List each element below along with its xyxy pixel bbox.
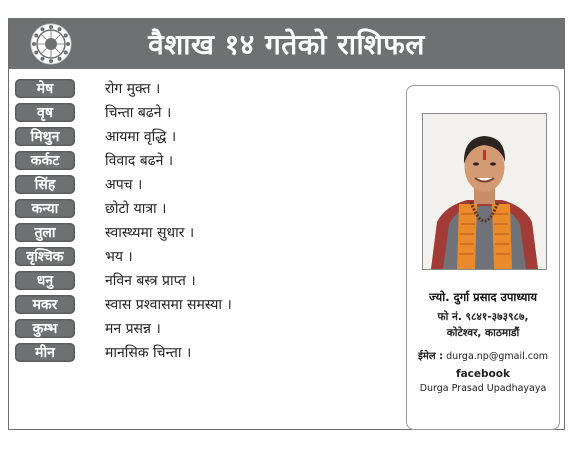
rashi-row-kumbha	[15, 317, 161, 340]
rashi-row-mithun	[15, 125, 177, 148]
astrologer-email-line	[407, 348, 559, 362]
sign-badge: कर्कट	[15, 151, 75, 170]
prediction-text: नविन बस्त्र प्राप्त ।	[105, 273, 196, 290]
prediction-text: विवाद बढने ।	[105, 153, 174, 170]
sign-badge: धनु	[15, 271, 75, 290]
prediction-text: अपच ।	[105, 177, 143, 194]
rashi-row-vrish	[15, 101, 172, 124]
sign-badge: मकर	[15, 295, 75, 314]
rashi-row-meen	[15, 341, 192, 364]
astrologer-photo	[422, 113, 547, 270]
rashi-row-karkat	[15, 149, 174, 172]
prediction-text: छोटो यात्रा ।	[105, 201, 167, 218]
email-label: ईमेल :	[417, 351, 444, 362]
prediction-text: मन प्रसन्न ।	[105, 320, 161, 337]
prediction-text: मानसिक चिन्ता ।	[105, 344, 192, 361]
zodiac-wheel-icon	[29, 22, 73, 66]
sign-badge: सिंह	[15, 175, 75, 194]
email-address[interactable]: durga.np@gmail.com	[446, 351, 549, 362]
portrait-image	[423, 114, 546, 269]
rashi-row-kanya	[15, 197, 167, 220]
astrologer-address: कोटेश्वर, काठमाडौं	[446, 327, 520, 339]
rashifal-list	[15, 77, 232, 365]
facebook-name[interactable]: Durga Prasad Upadhayaya	[419, 383, 547, 394]
sign-badge: वृश्चिक	[15, 247, 75, 266]
sign-badge: मीन	[15, 343, 75, 362]
astrologer-phone: फो नं. ९८४१-३७३९८७,	[437, 311, 529, 323]
prediction-text: स्वास्थ्यमा सुधार ।	[105, 225, 195, 242]
rashi-row-vrishchik	[15, 245, 133, 268]
facebook-label: facebook	[456, 368, 510, 380]
sign-badge: वृष	[15, 103, 75, 122]
prediction-text: चिन्ता बढने ।	[105, 105, 172, 122]
astrologer-card	[406, 85, 560, 430]
prediction-text: भय ।	[105, 249, 133, 266]
sign-badge: कन्या	[15, 199, 75, 218]
page-title: वैशाख १४ गतेको राशिफल	[148, 28, 425, 61]
header-bar	[9, 19, 564, 69]
sign-badge: तुला	[15, 223, 75, 242]
sign-badge: कुम्भ	[15, 319, 75, 338]
prediction-text: रोग मुक्त ।	[105, 81, 161, 98]
prediction-text: आयमा वृद्धि ।	[105, 129, 177, 146]
rashi-row-makar	[15, 293, 232, 316]
rashi-row-mesh	[15, 77, 161, 100]
sign-badge: मेष	[15, 79, 75, 98]
prediction-text: स्वास प्रश्वासमा समस्या ।	[105, 297, 232, 313]
rashi-row-tula	[15, 221, 195, 244]
rashi-row-singh	[15, 173, 143, 196]
rashifal-panel	[8, 18, 565, 430]
astrologer-name: ज्यो. दुर्गा प्रसाद उपाध्याय	[428, 290, 538, 304]
sign-badge: मिथुन	[15, 127, 75, 146]
rashi-row-dhanu	[15, 269, 196, 292]
